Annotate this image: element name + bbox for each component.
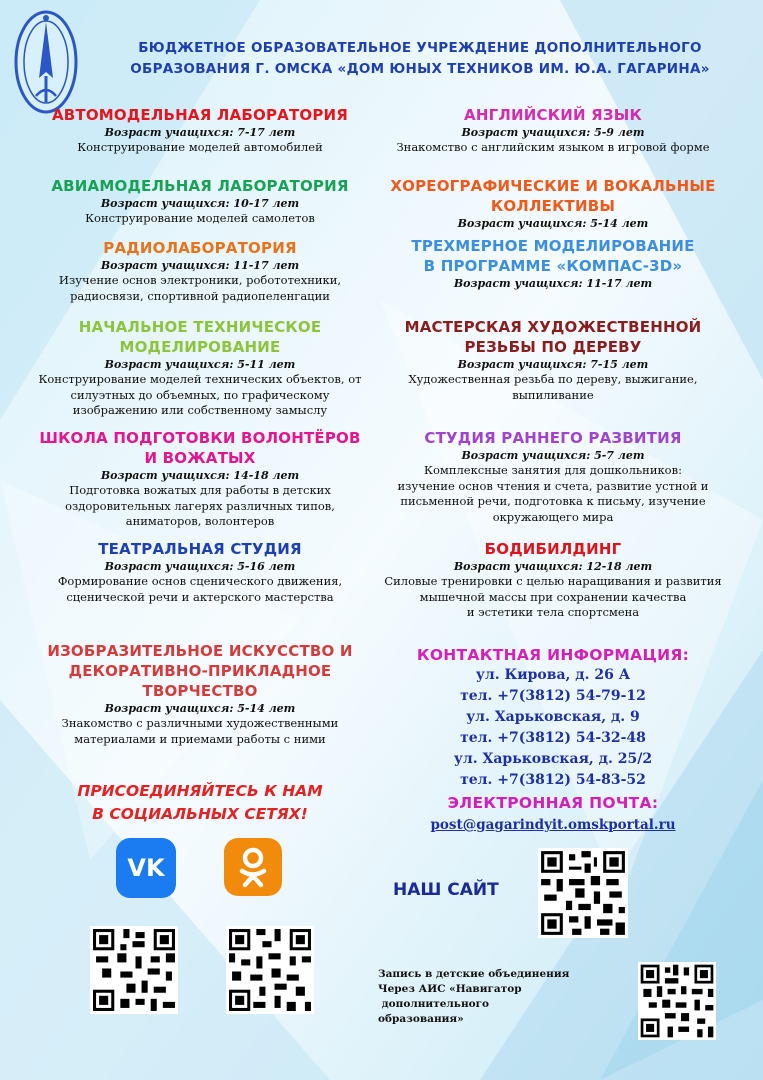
section-desc: мышечной массы при сохранении качества [419, 589, 687, 604]
section-title: АВТОМОДЕЛЬНАЯ ЛАБОРАТОРИЯ [51, 106, 349, 124]
contact-address-1: ул. Кирова, д. 26 А [475, 667, 631, 683]
social-block [40, 780, 360, 826]
contact-phone-1[interactable]: тел. +7(3812) 54-79-12 [460, 688, 646, 704]
contact-phone-2[interactable]: тел. +7(3812) 54-32-48 [460, 730, 646, 746]
section-title: МОДЕЛИРОВАНИЕ [119, 338, 281, 356]
section-desc: Конструирование моделей технических объектов, от [38, 372, 362, 386]
section-age: Возраст учащихся: 11-17 лет [453, 277, 653, 290]
section-auto-lab [30, 105, 370, 156]
section-age: Возраст учащихся: 7-15 лет [457, 358, 649, 371]
section-title: АВИАМОДЕЛЬНАЯ ЛАБОРАТОРИЯ [51, 177, 349, 195]
section-age: Возраст учащихся: 12-18 лет [453, 560, 653, 573]
section-english [383, 105, 723, 156]
section-title: ИЗОБРАЗИТЕЛЬНОЕ ИСКУССТВО И [47, 642, 353, 660]
section-desc: радиосвязи, спортивной радиопеленгации [70, 288, 330, 303]
section-desc: письменной речи, подготовка к письму, изучение [400, 494, 706, 508]
section-3d-modeling [383, 236, 723, 291]
section-desc: Подготовка вожатых для работы в детских [69, 483, 331, 497]
section-desc: материалами и приемами работы с ними [74, 731, 326, 746]
section-desc: Силовые тренировки с целью наращивания и развития [384, 574, 722, 588]
section-age: Возраст учащихся: 10-17 лет [100, 197, 300, 210]
section-fine-arts [30, 641, 370, 747]
section-desc: сценической речи и актерского мастерства [66, 589, 334, 604]
section-desc: силуэтных до объемных, по графическому [70, 387, 330, 402]
contact-block [383, 645, 723, 833]
section-title: БОДИБИЛДИНГ [484, 540, 622, 558]
contact-address-2: ул. Харьковская, д. 9 [466, 709, 640, 725]
section-initial-tech-modeling [30, 317, 370, 419]
header-line-2: ОБРАЗОВАНИЯ Г. ОМСКА «ДОМ ЮНЫХ ТЕХНИКОВ ИМ. Ю.А. ГАГАРИНА» [130, 61, 710, 77]
email-link[interactable]: post@gagarindyit.omskportal.ru [430, 817, 676, 833]
section-desc: Знакомство с английским языком в игровой форме [396, 140, 710, 154]
navigator-qr-code-icon[interactable] [638, 962, 716, 1040]
section-title: ШКОЛА ПОДГОТОВКИ ВОЛОНТЁРОВ [39, 429, 361, 447]
section-desc: изучение основ чтения и счета, развитие устной и [397, 478, 709, 493]
section-title: МАСТЕРСКАЯ ХУДОЖЕСТВЕННОЙ [404, 318, 702, 336]
section-title: И ВОЖАТЫХ [144, 449, 256, 467]
section-title: В ПРОГРАММЕ «КОМПАС-3D» [423, 257, 683, 275]
section-age: Возраст учащихся: 14-18 лет [100, 469, 300, 482]
section-desc: выпиливание [512, 387, 594, 402]
section-avia-lab [30, 176, 370, 227]
section-radio-lab [30, 238, 370, 304]
section-desc: Конструирование моделей самолетов [85, 211, 315, 225]
section-title: СТУДИЯ РАННЕГО РАЗВИТИЯ [424, 429, 682, 447]
section-title: ХОРЕОГРАФИЧЕСКИЕ И ВОКАЛЬНЫЕ [390, 177, 716, 195]
contact-phone-3[interactable]: тел. +7(3812) 54-83-52 [460, 772, 646, 788]
section-desc: Формирование основ сценического движения, [57, 574, 343, 588]
section-age: Возраст учащихся: 5-9 лет [461, 126, 645, 139]
section-bodybuilding [383, 539, 723, 621]
section-theatre-studio [30, 539, 370, 605]
section-desc: Конструирование моделей автомобилей [77, 140, 323, 154]
section-title: ТЕАТРАЛЬНАЯ СТУДИЯ [98, 540, 302, 558]
section-age: Возраст учащихся: 11-17 лет [100, 259, 300, 272]
vk-qr-code-icon[interactable] [90, 926, 178, 1014]
section-age: Возраст учащихся: 7-17 лет [104, 126, 296, 139]
registration-line-3: дополнительного [378, 998, 490, 1010]
registration-line-1: Запись в детские объединения [378, 968, 570, 980]
section-early-development [383, 428, 723, 525]
section-title: АНГЛИЙСКИЙ ЯЗЫК [464, 106, 642, 124]
section-desc: оздоровительных лагерях различных типов, [65, 498, 335, 513]
contact-address-3: ул. Харьковская, д. 25/2 [453, 751, 653, 767]
section-age: Возраст учащихся: 5-14 лет [457, 217, 649, 230]
social-title-line-1: ПРИСОЕДИНЯЙТЕСЬ К НАМ [77, 782, 323, 800]
section-title: КОЛЛЕКТИВЫ [490, 197, 616, 215]
site-qr-code-icon[interactable] [538, 848, 628, 938]
section-desc: окружающего мира [492, 509, 614, 524]
site-label: НАШ САЙТ [393, 880, 499, 900]
vk-logo-icon[interactable]: VK [116, 838, 176, 898]
registration-line-2: Через АИС «Навигатор [378, 983, 522, 995]
section-age: Возраст учащихся: 5-16 лет [104, 560, 296, 573]
section-age: Возраст учащихся: 5-11 лет [104, 358, 296, 371]
header-line-1: БЮДЖЕТНОЕ ОБРАЗОВАТЕЛЬНОЕ УЧРЕЖДЕНИЕ ДОПОЛНИТЕЛЬНОГО [138, 40, 702, 56]
section-desc: изображению или собственному замыслу [72, 403, 328, 417]
section-title: ТВОРЧЕСТВО [142, 682, 258, 700]
section-age: Возраст учащихся: 5-7 лет [461, 449, 645, 462]
section-desc: Знакомство с различными художественными [61, 716, 339, 730]
section-desc: аниматоров, волонтеров [125, 514, 275, 528]
gagarin-house-logo [8, 6, 84, 118]
section-desc: и эстетики тела спортсмена [466, 605, 640, 619]
social-title-line-2: В СОЦИАЛЬНЫХ СЕТЯХ! [92, 805, 308, 823]
registration-note [378, 967, 623, 1027]
section-title: ТРЕХМЕРНОЕ МОДЕЛИРОВАНИЕ [411, 237, 695, 255]
ok-qr-code-icon[interactable] [226, 926, 314, 1014]
section-title: РЕЗЬБЫ ПО ДЕРЕВУ [464, 338, 642, 356]
section-volunteer-school [30, 428, 370, 530]
section-choreography-vocal [383, 176, 723, 231]
section-wood-carving [383, 317, 723, 403]
registration-line-4: образования» [378, 1013, 464, 1025]
section-title: РАДИОЛАБОРАТОРИЯ [103, 239, 297, 257]
section-desc: Комплексные занятия для дошкольников: [424, 463, 682, 477]
section-title: ДЕКОРАТИВНО-ПРИКЛАДНОЕ [68, 662, 332, 680]
section-desc: Изучение основ электроники, робототехники, [58, 273, 342, 287]
section-desc: Художественная резьба по дереву, выжигание, [408, 372, 698, 386]
organization-header [100, 38, 740, 80]
section-title: НАЧАЛЬНОЕ ТЕХНИЧЕСКОЕ [78, 318, 322, 336]
contacts-title: КОНТАКТНАЯ ИНФОРМАЦИЯ: [416, 646, 690, 664]
email-title: ЭЛЕКТРОННАЯ ПОЧТА: [447, 794, 659, 812]
odnoklassniki-logo-icon[interactable] [224, 838, 282, 896]
section-age: Возраст учащихся: 5-14 лет [104, 702, 296, 715]
